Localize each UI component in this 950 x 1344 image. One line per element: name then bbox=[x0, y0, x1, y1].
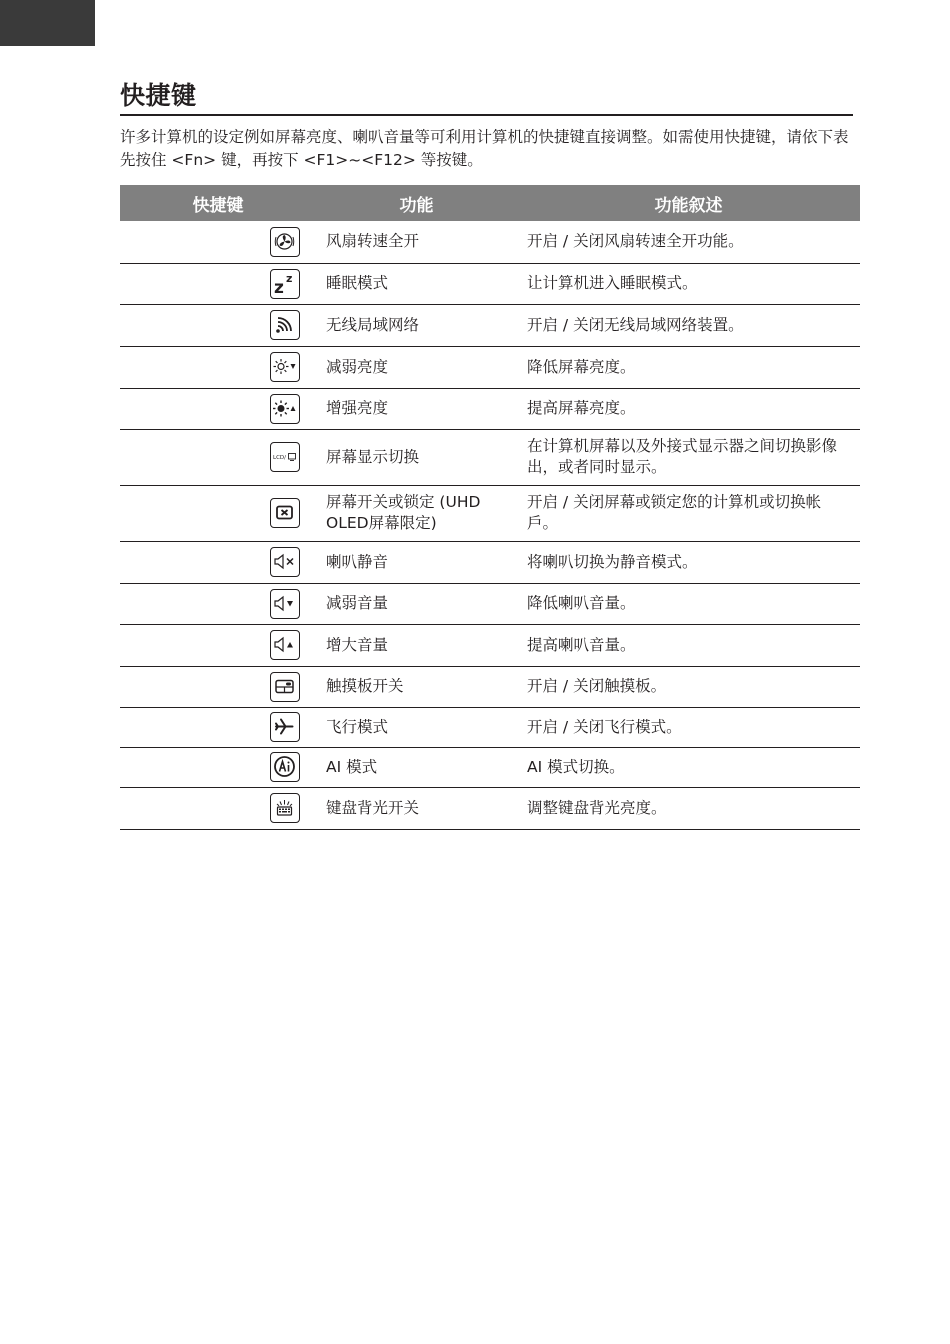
header-hotkey: 快捷键 bbox=[120, 185, 316, 221]
function-cell: 风扇转速全开 bbox=[316, 221, 517, 263]
function-cell: 屏幕开关或锁定 (UHD OLED屏幕限定) bbox=[316, 485, 517, 541]
page-title: 快捷键 bbox=[120, 81, 197, 110]
function-cell: AI 模式 bbox=[316, 747, 517, 787]
touchpad-icon bbox=[270, 672, 300, 702]
table-row bbox=[120, 787, 860, 829]
table-row bbox=[120, 429, 860, 485]
screen-lock-icon bbox=[270, 498, 300, 528]
table-row bbox=[120, 304, 860, 346]
wireless-icon bbox=[270, 310, 300, 340]
hotkey-cell bbox=[120, 541, 316, 583]
function-cell: 触摸板开关 bbox=[316, 666, 517, 707]
description-cell: 让计算机进入睡眠模式。 bbox=[517, 263, 860, 304]
hotkey-cell bbox=[120, 304, 316, 346]
table-row bbox=[120, 583, 860, 624]
volume-down-icon bbox=[270, 589, 300, 619]
description-cell: 开启 / 关闭触摸板。 bbox=[517, 666, 860, 707]
airplane-icon bbox=[270, 712, 300, 742]
hotkey-cell bbox=[120, 707, 316, 747]
hotkey-cell bbox=[120, 346, 316, 388]
table-row bbox=[120, 747, 860, 787]
hotkey-cell bbox=[120, 666, 316, 707]
function-cell: 减弱亮度 bbox=[316, 346, 517, 388]
description-cell: 调整键盘背光亮度。 bbox=[517, 787, 860, 829]
keyboard-backlight-icon bbox=[270, 793, 300, 823]
hotkey-cell bbox=[120, 388, 316, 429]
description-cell: 将喇叭切换为静音模式。 bbox=[517, 541, 860, 583]
table-row bbox=[120, 666, 860, 707]
description-cell: 开启 / 关闭无线局域网络装置。 bbox=[517, 304, 860, 346]
function-cell: 减弱音量 bbox=[316, 583, 517, 624]
header-description: 功能叙述 bbox=[517, 185, 860, 221]
hotkey-table bbox=[120, 185, 860, 830]
function-cell: 无线局域网络 bbox=[316, 304, 517, 346]
sleep-icon bbox=[270, 269, 300, 299]
table-header-row bbox=[120, 185, 860, 221]
hotkey-cell bbox=[120, 583, 316, 624]
description-cell: 开启 / 关闭飞行模式。 bbox=[517, 707, 860, 747]
table-row bbox=[120, 263, 860, 304]
volume-up-icon bbox=[270, 630, 300, 660]
hotkey-cell bbox=[120, 221, 316, 263]
function-cell: 增大音量 bbox=[316, 624, 517, 666]
description-cell: 降低喇叭音量。 bbox=[517, 583, 860, 624]
hotkey-cell bbox=[120, 263, 316, 304]
description-cell: 降低屏幕亮度。 bbox=[517, 346, 860, 388]
brightness-down-icon bbox=[270, 352, 300, 382]
ai-icon bbox=[270, 752, 300, 782]
table-row bbox=[120, 485, 860, 541]
lcd-icon-label: LCD/ bbox=[273, 455, 286, 461]
intro-paragraph: 许多计算机的设定例如屏幕亮度、喇叭音量等可利用计算机的快捷键直接调整。如需使用快捷键，请依下表先按住 <Fn> 键，再按下 <F1>~<F12> 等按键。 bbox=[120, 128, 849, 169]
hotkey-cell bbox=[120, 747, 316, 787]
description-cell: 开启 / 关闭屏幕或锁定您的计算机或切换帐戶。 bbox=[517, 485, 860, 541]
title-divider bbox=[120, 114, 853, 116]
table-row bbox=[120, 707, 860, 747]
hotkey-cell bbox=[120, 485, 316, 541]
table-row bbox=[120, 388, 860, 429]
mute-icon bbox=[270, 547, 300, 577]
hotkey-cell bbox=[120, 787, 316, 829]
hotkey-cell bbox=[120, 429, 316, 485]
header-function: 功能 bbox=[316, 185, 517, 221]
function-cell: 飞行模式 bbox=[316, 707, 517, 747]
hotkey-cell bbox=[120, 624, 316, 666]
svg-text:z: z bbox=[274, 277, 284, 297]
table-row bbox=[120, 221, 860, 263]
display-switch-icon bbox=[270, 442, 300, 472]
table-row bbox=[120, 541, 860, 583]
table-row bbox=[120, 346, 860, 388]
table-row bbox=[120, 624, 860, 666]
description-cell: 提高屏幕亮度。 bbox=[517, 388, 860, 429]
description-cell: 开启 / 关闭风扇转速全开功能。 bbox=[517, 221, 860, 263]
corner-tab bbox=[0, 0, 95, 46]
brightness-up-icon bbox=[270, 394, 300, 424]
fan-icon bbox=[270, 227, 300, 257]
function-cell: 睡眠模式 bbox=[316, 263, 517, 304]
description-cell: 在计算机屏幕以及外接式显示器之间切换影像出，或者同时显示。 bbox=[517, 429, 860, 485]
description-cell: AI 模式切换。 bbox=[517, 747, 860, 787]
function-cell: 屏幕显示切换 bbox=[316, 429, 517, 485]
svg-text:z: z bbox=[286, 271, 293, 285]
description-cell: 提高喇叭音量。 bbox=[517, 624, 860, 666]
function-cell: 增强亮度 bbox=[316, 388, 517, 429]
function-cell: 键盘背光开关 bbox=[316, 787, 517, 829]
function-cell: 喇叭静音 bbox=[316, 541, 517, 583]
